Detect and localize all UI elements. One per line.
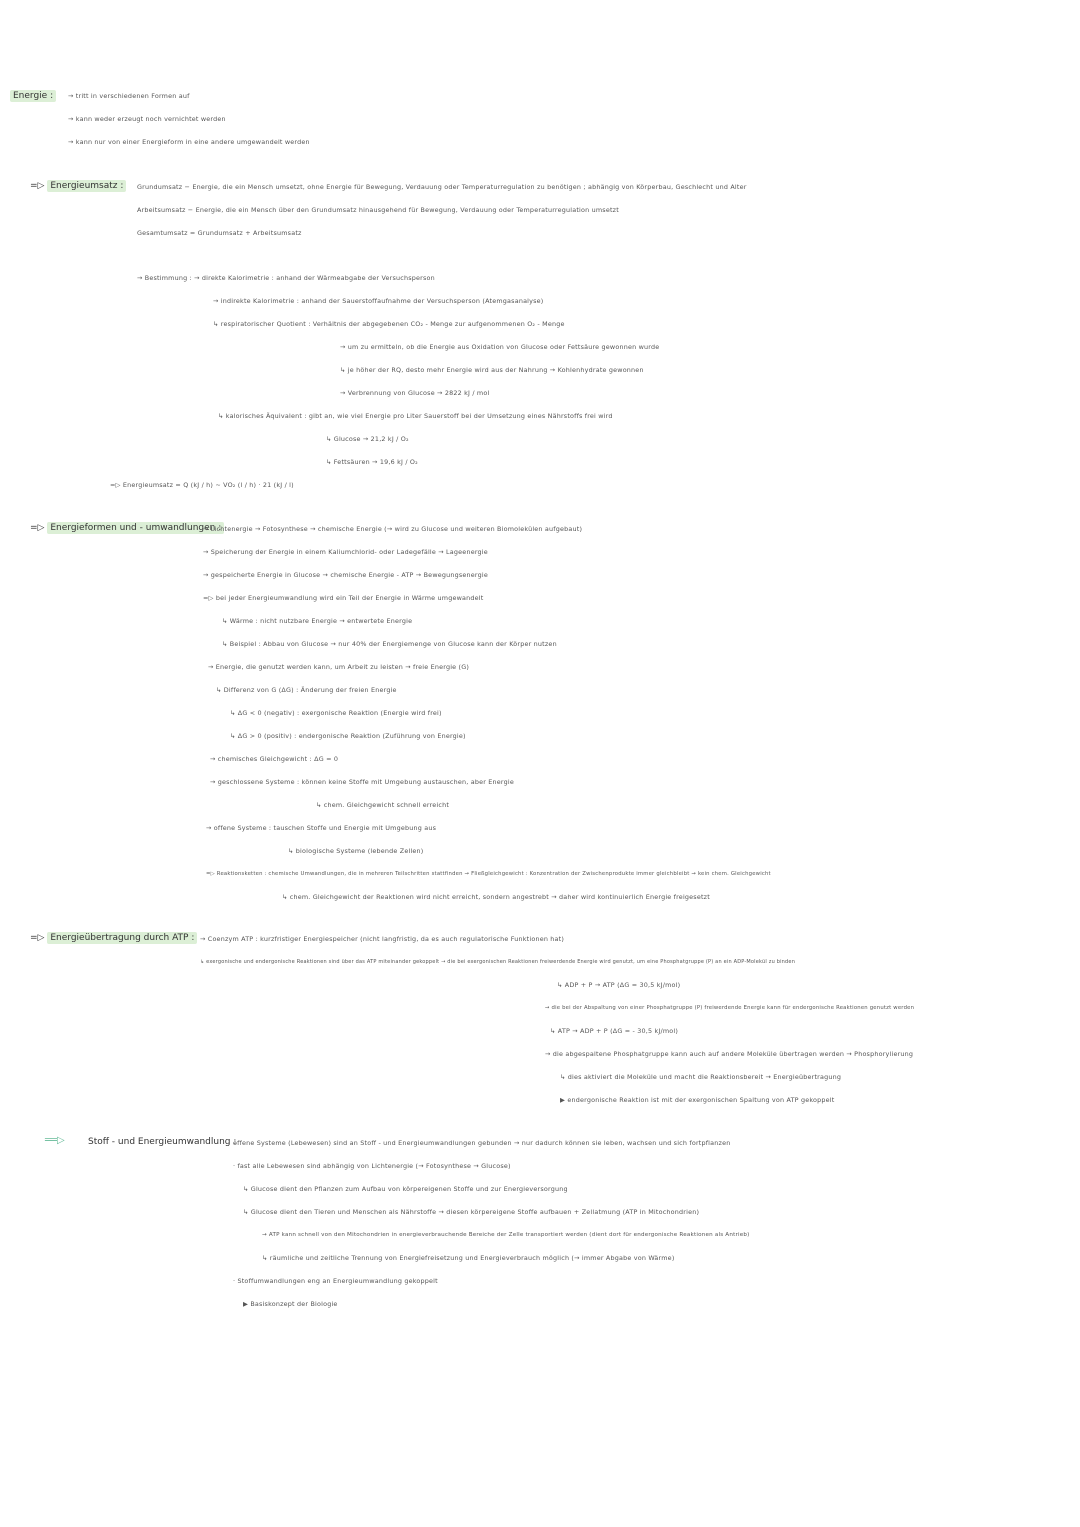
umsatz-line-9: → Verbrennung von Glucose → 2822 kJ / mol	[340, 389, 490, 397]
section-heading-stoff: Stoff - und Energieumwandlung :	[88, 1137, 237, 1147]
umsatz-line-4: → Bestimmung : → direkte Kalorimetrie : anhand der Wärmeabgabe der Versuchsperson	[137, 274, 435, 282]
double-arrow-icon: =▷	[30, 181, 45, 191]
umsatz-line-2: Arbeitsumsatz − Energie, die ein Mensch über den Grundumsatz hinausgehend für Bewegung, Verdauung oder Temperaturregulation umsetzt	[137, 206, 619, 214]
formen-line-9: ↳ ΔG < 0 (negativ) : exergonische Reaktion (Energie wird frei)	[230, 709, 442, 717]
double-arrow-icon: =▷	[30, 523, 45, 533]
stoff-line-5: → ATP kann schnell von den Mitochondrien in energieverbrauchende Bereiche der Zelle transportiert werden (dient dort für endergonische Reaktionen als Antrieb)	[262, 1232, 750, 1238]
umsatz-line-12: ↳ Fettsäuren → 19,6 kJ / O₂	[326, 458, 418, 466]
umsatz-line-5: → indirekte Kalorimetrie : anhand der Sauerstoffaufnahme der Versuchsperson (Atemgasanalyse)	[213, 297, 544, 305]
energie-line-3: → kann nur von einer Energieform in eine andere umgewandelt werden	[68, 138, 310, 146]
stoff-line-4: ↳ Glucose dient den Tieren und Menschen als Nährstoffe → diesen körpereigene Stoffe aufbauen + Zellatmung (ATP in Mitochondrien)	[243, 1208, 700, 1216]
umsatz-line-10: ↳ kalorisches Äquivalent : gibt an, wie viel Energie pro Liter Sauerstoff bei der Umsetzung eines Nährstoffs frei wird	[218, 412, 613, 420]
formen-line-1: → Lichtenergie → Fotosynthese → chemische Energie (→ wird zu Glucose und weiteren Biomolekülen aufgebaut)	[203, 525, 583, 533]
atp-line-6: → die abgespaltene Phosphatgruppe kann auch auf andere Moleküle übertragen werden → Phosphorylierung	[545, 1050, 914, 1058]
formen-line-12: → geschlossene Systeme : können keine Stoffe mit Umgebung austauschen, aber Energie	[210, 778, 515, 786]
stoff-line-2: · fast alle Lebewesen sind abhängig von Lichtenergie (→ Fotosynthese → Glucose)	[233, 1162, 511, 1170]
formen-line-6: ↳ Beispiel : Abbau von Glucose → nur 40% der Energiemenge von Glucose kann der Körper nutzen	[222, 640, 557, 648]
stoff-line-6: ↳ räumliche und zeitliche Trennung von Energiefreisetzung und Energieverbrauch möglich (→ immer Abgabe von Wärme)	[262, 1254, 675, 1262]
umsatz-line-13: =▷ Energieumsatz = Q (kJ / h) ~ VO₂ (l / h) · 21 (kJ / l)	[110, 481, 294, 489]
umsatz-line-8: ↳ je höher der RQ, desto mehr Energie wird aus der Nahrung → Kohlenhydrate gewonnen	[340, 366, 644, 374]
formen-line-5: ↳ Wärme : nicht nutzbare Energie → entwertete Energie	[222, 617, 413, 625]
formen-line-7: → Energie, die genutzt werden kann, um Arbeit zu leisten → freie Energie (G)	[208, 663, 470, 671]
formen-line-10: ↳ ΔG > 0 (positiv) : endergonische Reaktion (Zuführung von Energie)	[230, 732, 466, 740]
section-heading-energieumsatz: =▷ Energieumsatz :	[30, 180, 126, 192]
atp-line-4: → die bei der Abspaltung von einer Phosphatgruppe (P) freiwerdende Energie kann für endergonische Reaktionen genutzt werden	[545, 1005, 915, 1011]
formen-line-3: → gespeicherte Energie in Glucose → chemische Energie - ATP → Bewegungsenergie	[203, 571, 489, 579]
atp-line-5: ↳ ATP → ADP + P (ΔG = - 30,5 kJ/mol)	[550, 1027, 679, 1035]
umsatz-line-11: ↳ Glucose → 21,2 kJ / O₂	[326, 435, 409, 443]
formen-line-11: → chemisches Gleichgewicht : ΔG = 0	[210, 755, 339, 763]
energie-line-2: → kann weder erzeugt noch vernichtet werden	[68, 115, 226, 123]
double-arrow-icon: =▷	[30, 933, 45, 943]
atp-line-7: ↳ dies aktiviert die Moleküle und macht die Reaktionsbereit → Energieübertragung	[560, 1073, 842, 1081]
stoff-line-7: · Stoffumwandlungen eng an Energieumwandlung gekoppelt	[233, 1277, 438, 1285]
stoff-line-3: ↳ Glucose dient den Pflanzen zum Aufbau von körpereigenen Stoffe und zur Energieversorgung	[243, 1185, 568, 1193]
umsatz-line-7: → um zu ermitteln, ob die Energie aus Oxidation von Glucose oder Fettsäure gewonnen wurde	[340, 343, 660, 351]
formen-line-14: → offene Systeme : tauschen Stoffe und Energie mit Umgebung aus	[206, 824, 437, 832]
umsatz-line-6: ↳ respiratorischer Quotient : Verhältnis der abgegebenen CO₂ - Menge zur aufgenommenen O₂ - Menge	[213, 320, 565, 328]
formen-line-17: ↳ chem. Gleichgewicht der Reaktionen wird nicht erreicht, sondern angestrebt → daher wird kontinuierlich Energie freigesetzt	[282, 893, 710, 901]
section-heading-energieformen: =▷ Energieformen und - umwandlungen :	[30, 522, 224, 534]
section-heading-atp: =▷ Energieübertragung durch ATP :	[30, 932, 197, 944]
formen-line-16: =▷ Reaktionsketten : chemische Umwandlungen, die in mehreren Teilschritten stattfinden → Fließgleichgewicht : Konzentration der Zwischenprodukte immer gleichbleibt → kein chem. Gleichgewicht	[206, 871, 771, 877]
umsatz-line-1: Grundumsatz − Energie, die ein Mensch umsetzt, ohne Energie für Bewegung, Verdauung oder Temperaturregulation zu benötigen ; abhängig von Körperbau, Geschlecht und Alter	[137, 183, 747, 191]
atp-line-3: ↳ ADP + P → ATP (ΔG = 30,5 kJ/mol)	[557, 981, 681, 989]
energie-line-1: → tritt in verschiedenen Formen auf	[68, 92, 190, 100]
formen-line-13: ↳ chem. Gleichgewicht schnell erreicht	[316, 801, 450, 809]
double-line-arrow-icon: ══▷	[45, 1135, 65, 1146]
stoff-line-8: ▶ Basiskonzept der Biologie	[243, 1300, 338, 1308]
formen-line-8: ↳ Differenz von G (ΔG) : Änderung der freien Energie	[216, 686, 397, 694]
atp-line-8: ▶ endergonische Reaktion ist mit der exergonischen Spaltung von ATP gekoppelt	[560, 1096, 835, 1104]
formen-line-2: → Speicherung der Energie in einem Kaliumchlorid- oder Ladegefälle → Lageenergie	[203, 548, 488, 556]
stoff-line-1: offene Systeme (Lebewesen) sind an Stoff - und Energieumwandlungen gebunden → nur dadurch können sie leben, wachsen und sich fortpflanzen	[233, 1139, 731, 1147]
formen-line-15: ↳ biologische Systeme (lebende Zellen)	[288, 847, 424, 855]
formen-line-4: =▷ bei jeder Energieumwandlung wird ein Teil der Energie in Wärme umgewandelt	[203, 594, 484, 602]
section-heading-energie: Energie :	[10, 90, 56, 102]
umsatz-line-3: Gesamtumsatz = Grundumsatz + Arbeitsumsatz	[137, 229, 302, 237]
atp-line-2: ↳ exergonische und endergonische Reaktionen sind über das ATP miteinander gekoppelt → die bei exergonischen Reaktionen freiwerdende Energie wird genutzt, um eine Phosphatgruppe (P) an ein ADP-Molekül zu binden	[200, 959, 796, 965]
atp-line-1: → Coenzym ATP : kurzfristiger Energiespeicher (nicht langfristig, da es auch regulatorische Funktionen hat)	[200, 935, 565, 943]
